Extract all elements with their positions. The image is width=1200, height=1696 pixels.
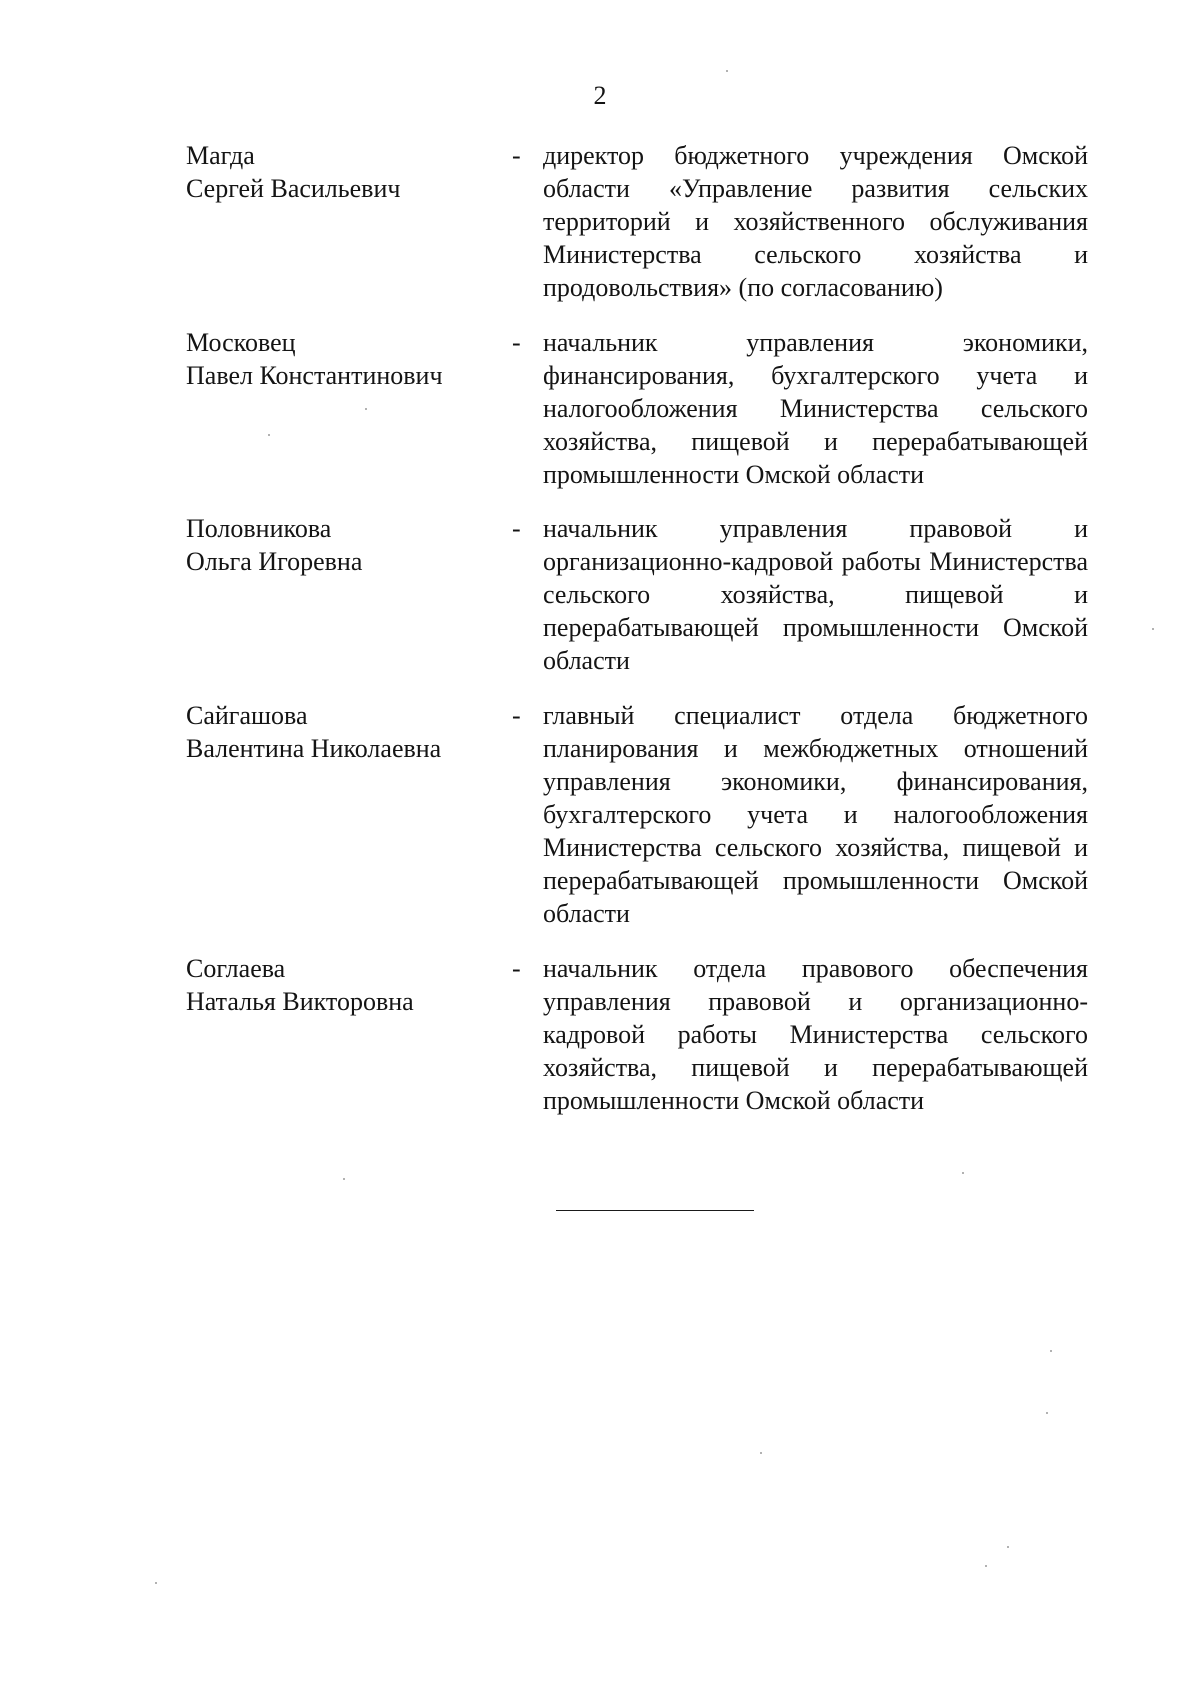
scan-speck — [1152, 628, 1154, 630]
scan-speck — [1007, 1546, 1009, 1548]
member-given-names: Валентина Николаевна — [186, 734, 442, 763]
member-position: главный специалист отдела бюджетного планирования и межбюджетных отношений управления экономики, финансирования, бухгалтерского учета и налогообложения Министерства сельского хозяйства, пищевой и перерабатывающей промышленности Омской области — [543, 701, 1088, 928]
member-surname: Соглаева — [186, 954, 286, 983]
scan-speck — [985, 1565, 987, 1567]
page-number: 2 — [593, 81, 607, 110]
member-name — [186, 326, 506, 392]
entry-dash: - — [512, 701, 521, 730]
member-surname: Московец — [186, 328, 296, 357]
scan-speck — [1050, 1350, 1052, 1352]
scan-speck — [155, 1582, 157, 1584]
member-surname: Сайгашова — [186, 701, 308, 730]
member-given-names: Сергей Васильевич — [186, 174, 401, 203]
member-name — [186, 139, 506, 205]
scan-speck — [760, 1452, 762, 1454]
scan-speck — [343, 1178, 345, 1180]
member-position: начальник отдела правового обеспечения управления правовой и организационно-кадровой работы Министерства сельского хозяйства, пищевой и перерабатывающей промышленности Омской области — [543, 954, 1088, 1115]
member-given-names: Павел Константинович — [186, 361, 443, 390]
closing-separator-line — [556, 1210, 754, 1211]
entry-dash: - — [512, 328, 521, 357]
entry-dash: - — [512, 141, 521, 170]
member-name — [186, 952, 506, 1018]
scan-speck — [1046, 1412, 1048, 1414]
entry-dash: - — [512, 514, 521, 543]
member-name — [186, 512, 506, 578]
member-given-names: Ольга Игоревна — [186, 547, 363, 576]
member-position: начальник управления правовой и организационно-кадровой работы Министерства сельского хозяйства, пищевой и перерабатывающей промышленности Омской области — [543, 514, 1088, 675]
member-surname: Магда — [186, 141, 255, 170]
scan-speck — [268, 434, 270, 436]
member-given-names: Наталья Викторовна — [186, 987, 414, 1016]
member-position: начальник управления экономики, финансирования, бухгалтерского учета и налогообложения Министерства сельского хозяйства, пищевой и перерабатывающей промышленности Омской области — [543, 328, 1088, 489]
scan-speck — [962, 1172, 964, 1174]
member-position: директор бюджетного учреждения Омской области «Управление развития сельских территорий и хозяйственного обслуживания Министерства сельского хозяйства и продовольствия» (по согласованию) — [543, 141, 1088, 302]
entry-dash: - — [512, 954, 521, 983]
member-name — [186, 699, 506, 765]
scan-speck — [726, 70, 728, 72]
scan-speck — [365, 408, 367, 410]
member-surname: Половникова — [186, 514, 332, 543]
